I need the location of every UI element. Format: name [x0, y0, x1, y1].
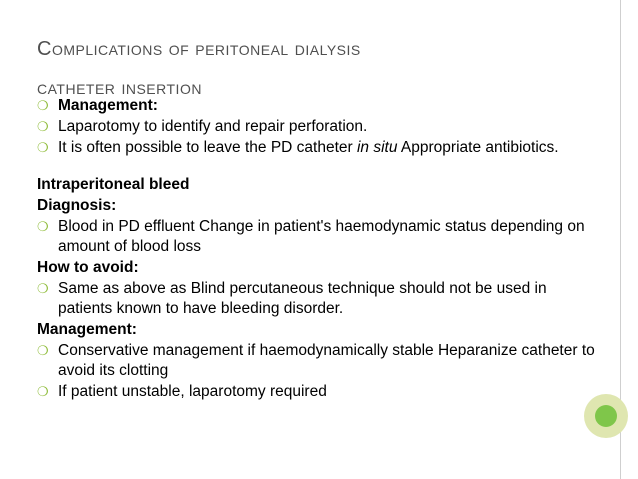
bullet-text-italic: in situ — [356, 139, 398, 156]
bullet-text: Blood in PD effluent Change in patient's haemodynamic status depending on amount of blood loss — [58, 218, 585, 255]
bullet-item — [37, 138, 597, 158]
bullet-text: Conservative management if haemodynamically stable Heparanize catheter to avoid its clotting — [58, 342, 595, 379]
bullet-text-after: Appropriate antibiotics. — [397, 139, 559, 156]
bullet-item — [37, 279, 597, 319]
bullet-icon: ❍ — [37, 344, 49, 359]
bullet-icon: ❍ — [37, 120, 49, 135]
bullet-text: Laparotomy to identify and repair perforation. — [58, 118, 368, 135]
avoid-heading: How to avoid: — [37, 259, 139, 276]
bullet-icon: ❍ — [37, 385, 49, 400]
diagnosis-heading: Diagnosis: — [37, 197, 117, 214]
bullet-icon: ❍ — [37, 220, 49, 235]
bullet-item — [37, 96, 597, 116]
bullet-text-before: It is often possible to leave the PD catheter — [58, 139, 357, 156]
bullet-item — [37, 217, 597, 257]
bullet-text: Same as above as Blind percutaneous technique should not be used in patients known to have bleeding disorder. — [58, 280, 547, 317]
bullet-text: If patient unstable, laparotomy required — [58, 383, 327, 400]
bullet-text: Management: — [58, 97, 158, 114]
slide-title-line2: catheter insertion — [37, 77, 202, 99]
bullet-item — [37, 341, 597, 381]
slide-title-line1: Complications of peritoneal dialysis — [37, 38, 361, 60]
bullet-icon: ❍ — [37, 282, 49, 297]
bullet-item — [37, 382, 597, 402]
slide-content — [37, 96, 597, 403]
decorative-circle-inner — [595, 405, 617, 427]
management-heading: Management: — [37, 321, 137, 338]
bullet-item — [37, 117, 597, 137]
bullet-icon: ❍ — [37, 141, 49, 156]
bullet-icon: ❍ — [37, 99, 49, 114]
section-heading: Intraperitoneal bleed — [37, 176, 190, 193]
